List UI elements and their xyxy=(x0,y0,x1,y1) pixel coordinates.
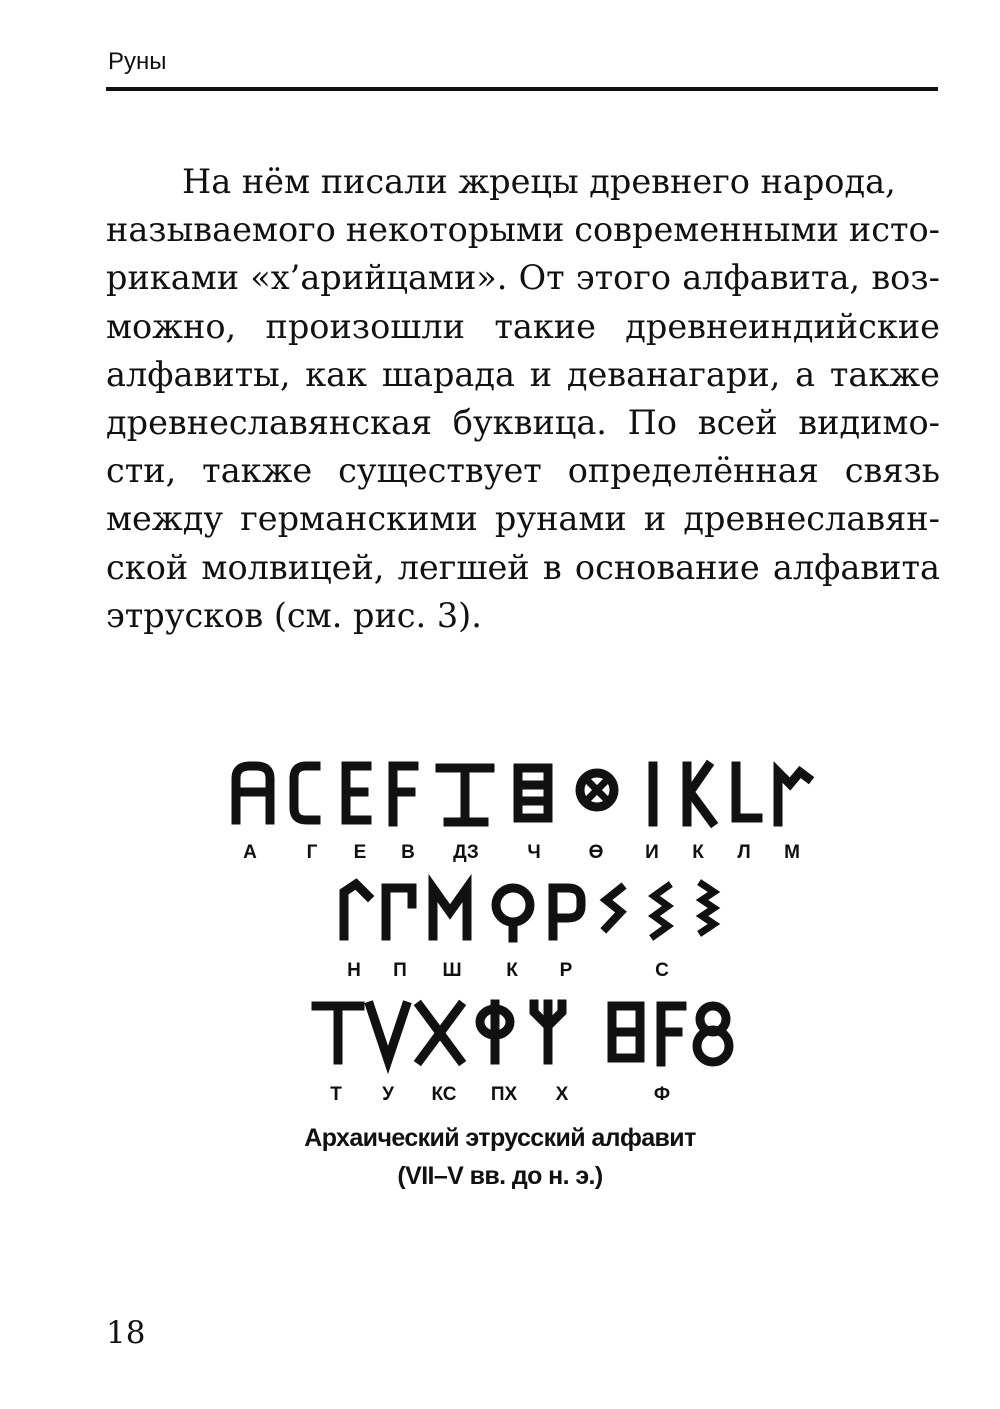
glyph-r xyxy=(553,888,581,936)
paragraph-word: а xyxy=(795,354,816,394)
glyph-f2 xyxy=(661,1006,682,1062)
paragraph-word: связь xyxy=(844,451,940,491)
glyph-a xyxy=(236,766,270,820)
glyph-label: Ф xyxy=(653,1084,671,1105)
glyph-label: Ө xyxy=(588,842,604,863)
glyph-q xyxy=(496,888,530,938)
glyph-label: В xyxy=(401,842,415,863)
paragraph-word: определённая xyxy=(567,451,819,491)
glyph-psi xyxy=(534,1004,562,1060)
paragraph-word: называемого xyxy=(106,210,336,250)
glyph-phi xyxy=(480,1004,510,1060)
paragraph-line: этрусков (см. рис. 3). xyxy=(106,595,482,635)
paragraph-word: такие xyxy=(494,306,596,346)
paragraph-word: легшей xyxy=(397,547,530,587)
glyph-k xyxy=(687,766,712,822)
glyph-label: К xyxy=(506,960,518,981)
paragraph-word: произошли xyxy=(265,306,465,346)
paragraph-word: некоторыми xyxy=(345,210,565,250)
glyph-label: Г xyxy=(306,842,318,863)
paragraph-word: как xyxy=(305,354,368,394)
paragraph-word: риками xyxy=(106,258,240,298)
glyph-box-8 xyxy=(612,1006,640,1058)
figure-caption-title: Архаический этрусский алфавит xyxy=(304,1124,696,1152)
paragraph-word: современными xyxy=(574,210,839,250)
glyph-box-lines xyxy=(518,768,548,818)
paragraph-word: молвицей, xyxy=(201,547,385,587)
glyph-m xyxy=(778,772,808,822)
paragraph-word: «х’арийцами». xyxy=(250,258,508,298)
glyph-label: К xyxy=(692,842,704,863)
glyph-sh xyxy=(433,888,467,936)
paragraph-word: исто- xyxy=(848,210,940,250)
glyph-eight xyxy=(697,1006,729,1062)
paragraph-word: рунами xyxy=(494,499,627,539)
glyph-label: М xyxy=(784,842,800,863)
running-header-title: Руны xyxy=(108,48,167,75)
glyph-label: КС xyxy=(431,1084,457,1105)
glyph-label: И xyxy=(645,842,659,863)
paragraph-word: и xyxy=(529,354,553,394)
paragraph-word: алфавита, xyxy=(682,258,861,298)
paragraph-line: На нём писали жрецы древнего народа, xyxy=(182,162,896,201)
paragraph-word: в xyxy=(542,547,562,587)
glyph-label: Х xyxy=(555,1084,569,1105)
glyph-c xyxy=(294,766,316,820)
glyph-l xyxy=(736,766,758,818)
paragraph-word: и xyxy=(643,499,667,539)
glyph-label: ДЗ xyxy=(453,842,479,863)
paragraph-word: древнеславян- xyxy=(683,499,940,539)
glyph-label: Л xyxy=(737,842,751,863)
paragraph-word: древнеславянская xyxy=(106,403,433,443)
glyph-t xyxy=(316,1006,360,1060)
glyph-s1 xyxy=(606,888,621,928)
glyph-label: П xyxy=(393,960,407,981)
glyph-circle-cross xyxy=(580,773,614,807)
paragraph-word: основание xyxy=(574,547,760,587)
paragraph-word: также xyxy=(829,354,940,394)
glyph-label: Е xyxy=(353,842,367,863)
glyph-label: Ш xyxy=(442,960,462,981)
glyph-s3 xyxy=(702,884,714,932)
glyph-e xyxy=(346,766,367,820)
glyph-p xyxy=(386,888,412,936)
paragraph-word: германскими xyxy=(240,499,478,539)
glyph-label: Т xyxy=(330,1084,342,1105)
paragraph-word: древнеиндийские xyxy=(625,306,940,346)
glyph-label: ПХ xyxy=(490,1084,518,1105)
glyph-label: С xyxy=(655,960,669,981)
glyph-label: А xyxy=(243,842,257,863)
paragraph-word: воз- xyxy=(871,258,940,298)
paragraph-word: существует xyxy=(338,451,542,491)
paragraph-word: От xyxy=(518,258,565,298)
paragraph-word: сти, xyxy=(106,451,177,491)
glyph-label: Р xyxy=(559,960,573,981)
paragraph-word: буквица. xyxy=(452,403,607,443)
glyph-label: У xyxy=(382,1084,394,1105)
paragraph-word: между xyxy=(106,499,224,539)
paragraph-word: можно, xyxy=(106,306,237,346)
paragraph-word: деванагари, xyxy=(566,354,781,394)
figure-caption-dates: (VII–V вв. до н. э.) xyxy=(397,1162,603,1190)
glyph-x xyxy=(420,1006,460,1060)
glyph-i-bar xyxy=(440,768,490,822)
glyph-v xyxy=(370,1006,406,1060)
paragraph-word: видимо- xyxy=(798,403,940,443)
paragraph-word: всей xyxy=(697,403,778,443)
paragraph-word: шарада xyxy=(381,354,515,394)
paragraph-word: алфавита xyxy=(772,547,940,587)
glyph-label: Ч xyxy=(527,842,541,863)
paragraph-word: этого xyxy=(575,258,672,298)
paragraph-word: также xyxy=(202,451,313,491)
paragraph-word: ской xyxy=(106,547,189,587)
paragraph-word: алфавиты, xyxy=(106,354,291,394)
page-number: 18 xyxy=(106,1315,146,1351)
glyph-f xyxy=(393,766,414,822)
paragraph-word: По xyxy=(627,403,678,443)
glyph-n xyxy=(344,884,368,936)
glyph-label: Н xyxy=(347,960,361,981)
glyph-s2 xyxy=(654,886,668,936)
